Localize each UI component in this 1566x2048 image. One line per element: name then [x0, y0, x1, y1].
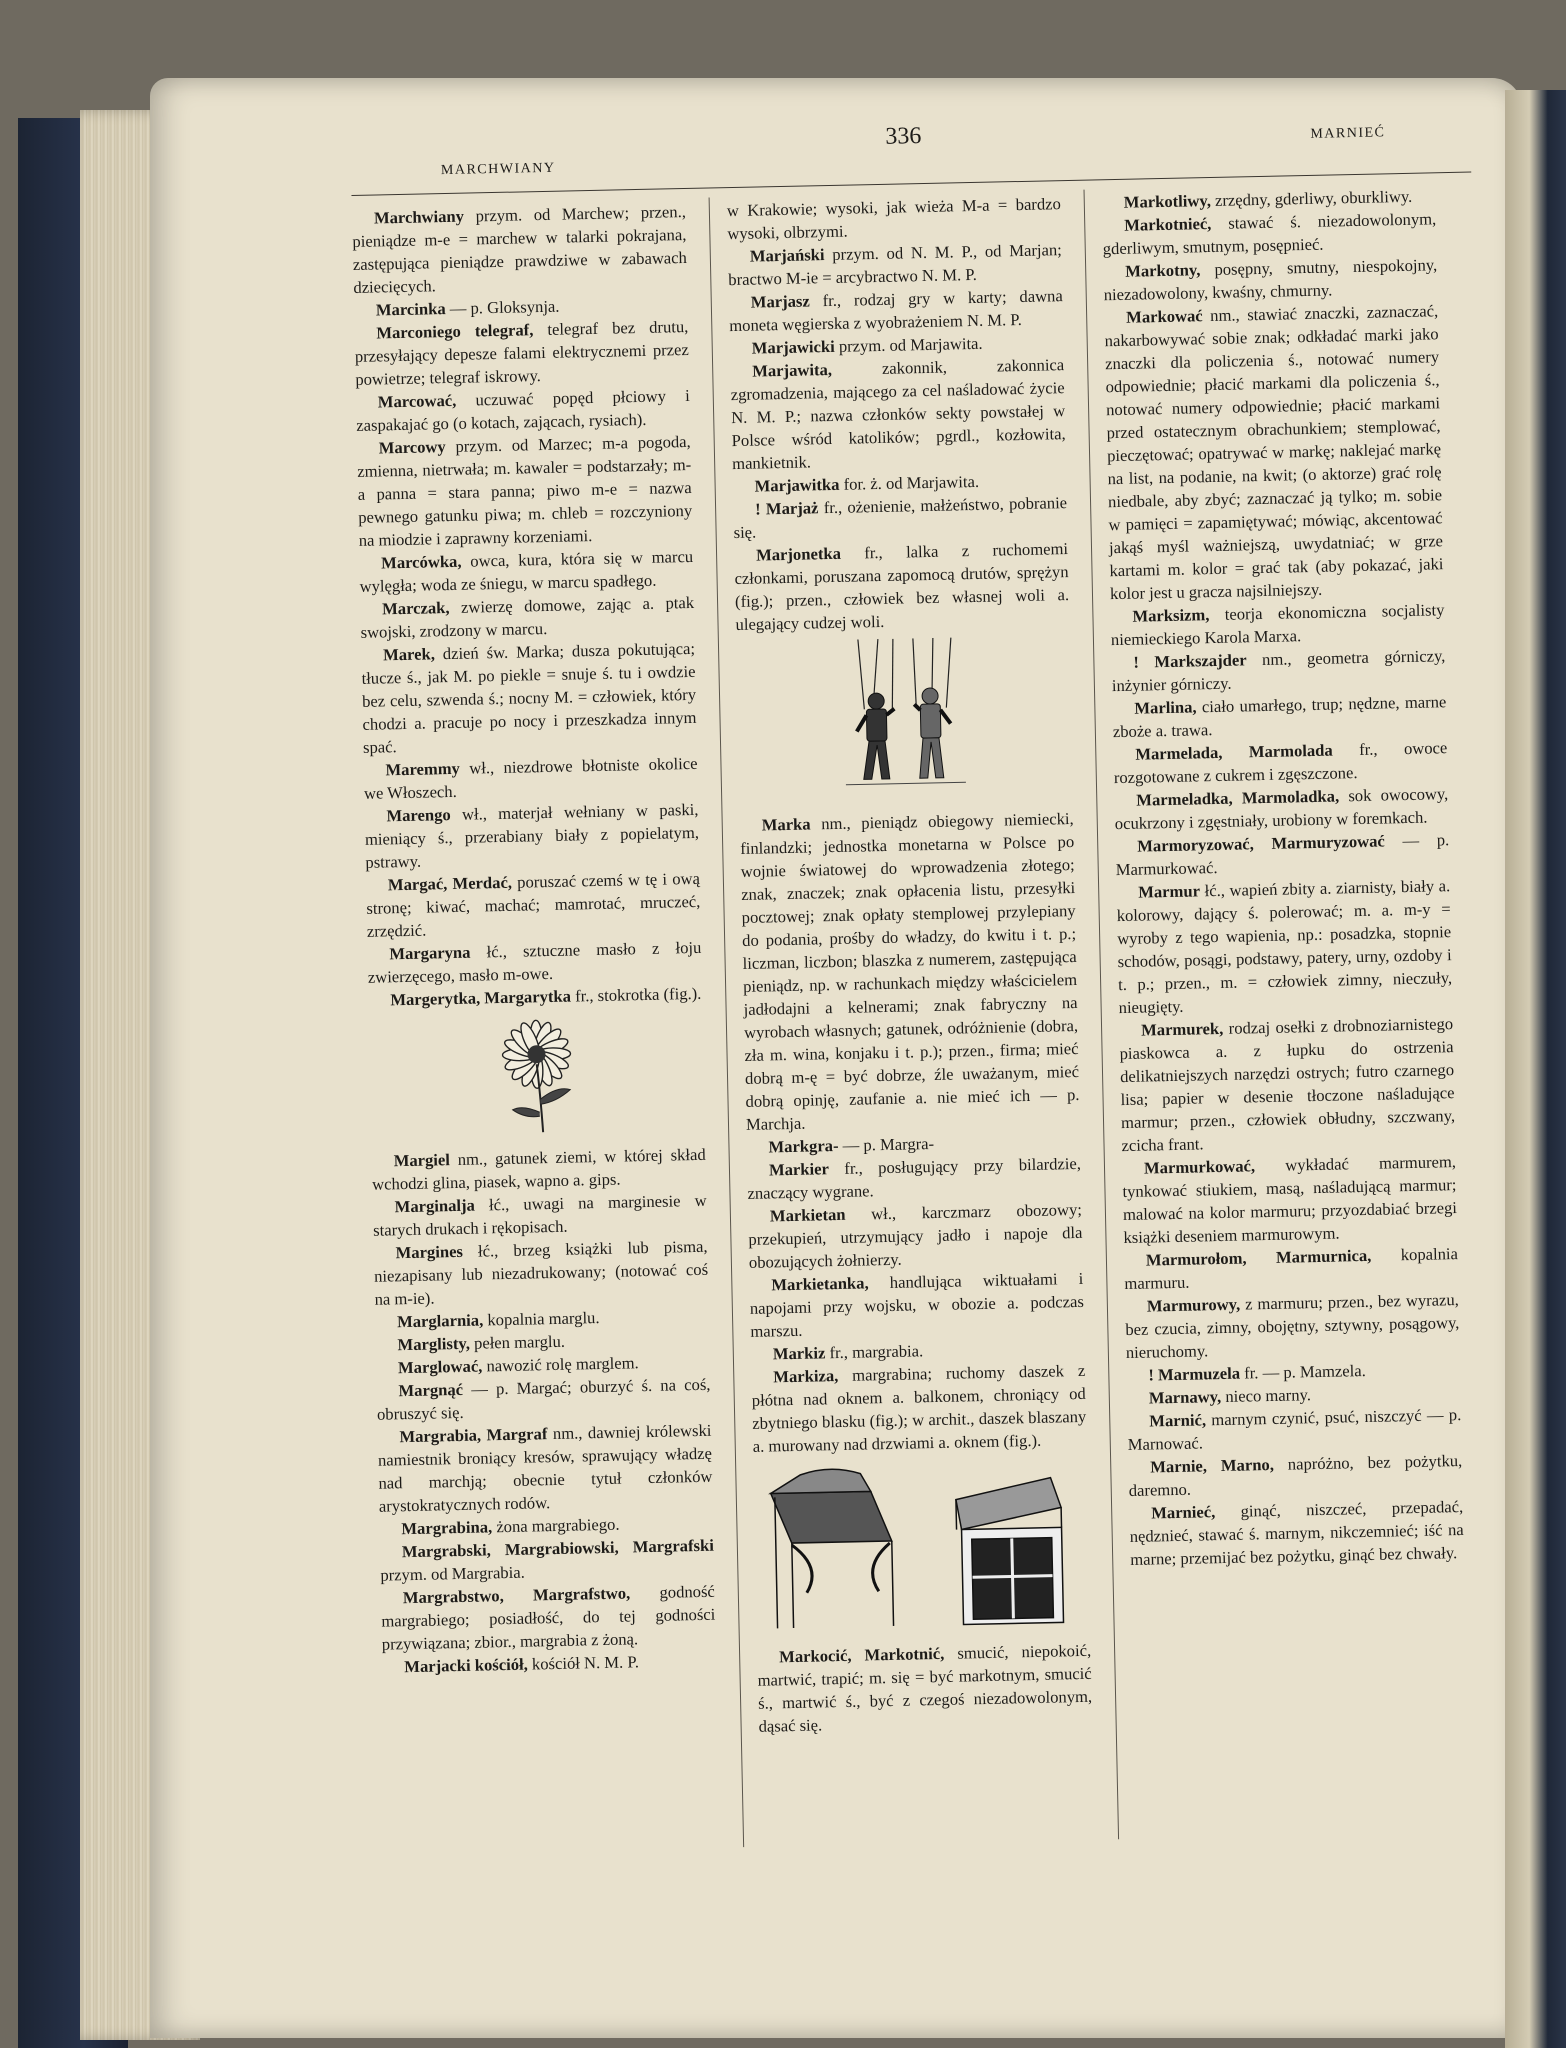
dictionary-entry [748, 1198, 1083, 1274]
entry-definition: przym. od Margrabia. [380, 1562, 525, 1585]
entry-headword: Marginalja [394, 1195, 476, 1217]
dictionary-entry [1122, 1150, 1458, 1249]
entry-definition: fr., posługujący przy bilardzie, znaczący wygrane. [747, 1153, 1082, 1203]
entry-headword: Marka [761, 814, 811, 835]
entry-headword: ! Marmuzela [1148, 1363, 1241, 1385]
dictionary-entry [1115, 828, 1450, 881]
entry-definition: zwierzę domowe, zając a. ptak swojski, zrodzony w marcu. [360, 592, 695, 642]
dictionary-entry [1113, 736, 1448, 789]
entry-definition: nieco marny. [1220, 1385, 1312, 1407]
dictionary-entry [381, 1580, 716, 1656]
dictionary-entry [1127, 1403, 1462, 1456]
entry-headword: Markietan [769, 1204, 846, 1226]
entry-definition: nm., pieniądz obiegowy niemiecki, finlandzki; jednostka monetarna w Polsce po wojnie światowej do wprowadzenia złotego; znak, znaczek; znak opłacenia listu, przesyłki pocztowej; znak opłaty stemplowej przylepiany do podania, prośby do władzy, do kwitu i t. p.; liczman, liczbon; blaszka z numerem, zastępująca pieniądz, np. w rachunkach między właścicielem jadłodajni a kelnerami; znak fabryczny na wyrobach własnych; gatunek, odróżnienie (dobra, zła m. wina, konjaku i t. p.); przen., firma; mieć dobrą m-ę = być dobrze, źle uważanym, mieć dobrą opinję, zaufanie a. nie mieć ich — p. Marchja. [740, 808, 1080, 1134]
entry-headword: Margrabski, Margrabiowski, Margrafski [401, 1535, 715, 1562]
entry-definition: — p. Gloksynja. [445, 296, 560, 319]
dictionary-entry [730, 353, 1066, 475]
entry-headword: Markotnieć, [1124, 213, 1212, 235]
dictionary-entry [751, 1359, 1087, 1458]
entry-headword: Margerytka, Margarytka [390, 986, 572, 1010]
dictionary-entry [1125, 1288, 1460, 1364]
entry-definition: smucić, niepokoić, martwić, trapić; m. się = być markotnym, smucić ś., martwić ś., być z czegoś niezadowolonym, dąsać się. [757, 1640, 1093, 1736]
dictionary-entry [1103, 253, 1438, 306]
entry-headword: ! Marjaż [754, 498, 819, 519]
entry-definition: zrzędny, gderliwy, oburkliwy. [1210, 186, 1413, 210]
entry-definition: marnym czynić, psuć, niszczyć — p. Marnować. [1127, 1405, 1462, 1454]
entry-definition: łć., brzeg książki lub pisma, niezapisany lub niezadrukowany; (notować coś na m-ie). [373, 1236, 709, 1309]
entry-definition: — p. Margra- [838, 1133, 935, 1155]
dictionary-entry [1116, 874, 1453, 1019]
entry-headword: Markietanka, [771, 1273, 869, 1295]
entry-headword: Marglarnia, [396, 1310, 484, 1332]
column-3 [1102, 184, 1465, 1571]
dictionary-entry [361, 637, 697, 759]
dictionary-entry [372, 1189, 707, 1242]
entry-headword: Marcować, [377, 390, 457, 412]
entry-definition: kopalnia marglu. [483, 1308, 600, 1330]
entry-headword: Markocić, Markotnić, [778, 1643, 945, 1667]
dictionary-entry [360, 591, 695, 644]
entry-definition: fr., margrabia. [825, 1341, 924, 1363]
dictionary-entry [352, 200, 688, 299]
entry-headword: Marmurek, [1140, 1018, 1224, 1040]
entry-definition: fr., rodzaj gry w karty; dawna moneta węgierska z wyobrażeniem N. M. P. [729, 286, 1063, 336]
entry-headword: Marnawy, [1148, 1387, 1222, 1408]
entry-headword: Marjasz [750, 291, 810, 312]
entry-definition: łć., uwagi na marginesie w starych drukach i rękopisach. [372, 1190, 707, 1240]
entry-headword: Marmurołom, Marmurnica, [1145, 1245, 1372, 1270]
illustration-awnings [753, 1457, 1091, 1640]
entry-headword: Marmelada, Marmolada [1135, 740, 1333, 764]
entry-definition: fr., owoce rozgotowane z cukrem i zgęszczone. [1113, 738, 1448, 788]
entry-definition: poruszać czemś w tę i ową stronę; kiwać, machać; mamrotać, mruczeć, zrzędzić. [366, 868, 701, 941]
entry-definition: nm., geometra górniczy, inżynier górniczy. [1111, 646, 1446, 696]
dictionary-entry [727, 192, 1062, 245]
dictionary-entry [728, 238, 1063, 291]
entry-headword: Marnieć, [1151, 1502, 1216, 1523]
entry-definition: rodzaj osełki z drobnoziarnistego piaskowca a. z łupku do ostrzenia delikatniejszych narzędzi ostrych; futro czarnego lisa; papier w desenie tłoczone naśladujące marmur; przen., człowiek obłudny, szczwany, zcicha frant. [1119, 1014, 1456, 1156]
entry-definition: przym. od N. M. P., od Marjan; bractwo M-ie = arcybractwo N. M. P. [728, 240, 1062, 290]
entry-headword: Marnić, [1149, 1410, 1207, 1431]
dictionary-entry [1110, 598, 1445, 651]
dictionary-entry [729, 284, 1064, 337]
dictionary-entry [747, 1152, 1082, 1205]
column-2 [727, 192, 1093, 1738]
dictionary-entry [359, 545, 694, 598]
running-head-right: MARNIEĆ [1310, 125, 1386, 142]
entry-headword: Margrabina, [401, 1517, 493, 1539]
entry-definition: przym. od Marchew; przen., pieniądze m-e = marchew w talarki pokrajana, zastępująca pieniądze prawdziwe w zabawach dziecięcych. [352, 201, 688, 297]
entry-headword: Markować [1125, 306, 1203, 327]
entry-definition: handlująca wiktuałami i napojami przy wojsku, w obozie a. podczas marszu. [749, 1268, 1084, 1341]
awning-illustration [760, 1457, 1083, 1634]
entry-headword: Maremmy [385, 758, 461, 780]
entry-headword: ! Markszajder [1133, 650, 1247, 672]
entry-definition: ginąć, niszczeć, przepadać, nędznieć, stawać ś. marnym, nikczemnieć; iść na marne; przemijać bez pożytku, ginąć bez chwały. [1129, 1496, 1464, 1569]
entry-definition: nm., stawiać znaczki, zaznaczać, nakarbowywać sobie znak; odkładać marki jako znaczki dla policzenia ś., notować numery odpowiednie; płacić markami dla policzenia ś., notować numery odpowiednie; płacić markami przed ostatecznym obrachunkiem; stemplować, pieczętować; opatrywać w markę; naklejać markę na list, na podanie, na kwit; (o aktorze) grać rolę niedbale, aby zbyć; zaznaczać ją tylko; m. sobie w pamięci = zapamiętywać; mówiąc, akcentować jakąś myśl ważniejszą, uwydatniać; w grze kartami m. kolor = grać tak (aby pokazać, jaki kolor jest u gracza najsilniejszy. [1104, 301, 1444, 604]
entry-headword: Markiza, [773, 1366, 839, 1387]
entry-definition: przym. od Marjawita. [834, 333, 983, 356]
entry-definition: z marmuru; przen., bez wyrazu, bez czucia, zimny, obojętny, sztywny, posągowy, nieruchomy. [1125, 1290, 1460, 1363]
dictionary-entry [733, 491, 1068, 544]
entry-headword: Marglować, [397, 1356, 483, 1378]
entry-definition: łć., sztuczne masło z łoju zwierzęcego, masło m-owe. [367, 937, 702, 987]
entry-headword: Margrabstwo, Margrafstwo, [402, 1583, 631, 1608]
dictionary-entry [376, 1373, 711, 1426]
entry-headword: Marglisty, [397, 1333, 471, 1355]
entry-headword: Marcinka [375, 299, 446, 320]
entry-headword: Markiz [772, 1343, 826, 1364]
entry-headword: Marchwiany [373, 206, 465, 228]
entry-headword: Marjonetka [755, 543, 842, 565]
entry-definition: stawać ś. niezadowolonym, gderliwym, smutnym, posępnieć. [1102, 209, 1437, 259]
dictionary-entry [1119, 1012, 1456, 1157]
marionette-illustration [833, 637, 976, 800]
dictionary-entry [1129, 1495, 1464, 1571]
entry-headword: Marlina, [1134, 697, 1197, 718]
dictionary-entry [371, 1143, 706, 1196]
dictionary-entry [740, 807, 1081, 1136]
entry-headword: Margines [395, 1241, 464, 1263]
entry-definition: sok owocowy, ocukrzony i zgęstniały, urobiony w foremkach. [1114, 784, 1449, 834]
entry-definition: w Krakowie; wysoki, jak wieża M-a = bardzo wysoki, olbrzymi. [726, 194, 1062, 244]
entry-headword: Marczak, [381, 598, 450, 619]
entry-headword: Marmur [1138, 881, 1201, 902]
dictionary-entry [749, 1267, 1084, 1343]
entry-definition: — p. Margać; oburzyć ś. na coś, obruszyć się. [376, 1374, 711, 1424]
entry-definition: fr. — p. Mamzela. [1239, 1361, 1367, 1383]
entry-headword: Marcówka, [380, 551, 462, 573]
dictionary-entry [367, 936, 702, 989]
entry-definition: fr., lalka z ruchomemi członkami, poruszana zapomocą drutów, sprężyn (fig.); przen., człowiek bez własnej woli a. ulegający cudzej woli. [734, 539, 1070, 635]
entry-headword: Margiel [393, 1150, 451, 1171]
entry-definition: teorja ekonomiczna socjalisty niemieckiego Karola Marxa. [1110, 600, 1445, 650]
entry-definition: godność margrabiego; posiadłość, do tej godności przywiązana; zbior., margrabia z żoną. [381, 1581, 716, 1654]
dictionary-entry [1112, 690, 1447, 743]
running-head-left: MARCHWIANY [440, 160, 556, 179]
entry-definition: telegraf bez drutu, przesyłający depesze falami elektrycznemi przez powietrze; telegraf iskrowy. [354, 316, 689, 389]
entry-definition: fr., stokrotka (fig.). [570, 983, 702, 1006]
entry-headword: Marjacki kościół, [404, 1654, 528, 1677]
entry-headword: Marjawitka [754, 474, 840, 496]
entry-headword: Margrabia, Margraf [399, 1424, 548, 1447]
entry-headword: Margaryna [389, 942, 471, 964]
entry-definition: nawozić rolę marglem. [482, 1353, 639, 1376]
entry-headword: Marconiego telegraf, [376, 320, 534, 343]
entry-headword: Marmoryzować, Marmuryzować [1137, 831, 1386, 856]
entry-definition: margrabina; ruchomy daszek z płótna nad oknem a. balkonem, chroniący od zbytniego blasku (fig.); w archit., daszek blaszany a. murowany nad drzwiami a. oknem (fig.). [751, 1360, 1087, 1456]
entry-definition: kopalnia marmuru. [1124, 1244, 1459, 1294]
entry-definition: wł., materjał wełniany w paski, mieniący ś., przerabiany biały z popielatym, pstrawy. [364, 799, 700, 872]
entry-definition: kościół N. M. P. [527, 1652, 640, 1674]
dictionary-entry [734, 537, 1070, 636]
next-page-edge [1505, 90, 1566, 2048]
dictionary-entry [356, 384, 691, 437]
page-number: 336 [885, 123, 922, 150]
entry-headword: Marjawita, [752, 359, 833, 381]
dictionary-entry [1102, 207, 1437, 260]
entry-definition: fr., ożenienie, małżeństwo, pobranie się. [733, 493, 1068, 543]
illustration-puppets [736, 635, 1073, 808]
page-text [350, 102, 1507, 1885]
entry-headword: Marmeladka, Marmoladka, [1136, 786, 1340, 810]
dictionary-entry [1111, 644, 1446, 697]
column-1 [352, 200, 717, 1679]
entry-headword: Marmurkować, [1143, 1156, 1256, 1178]
entry-definition: wł., niezdrowe błotniste okolice we Włoszech. [363, 753, 698, 803]
dictionary-entry [1128, 1449, 1463, 1502]
dictionary-entry [1124, 1242, 1459, 1295]
entry-headword: Markotliwy, [1123, 190, 1212, 212]
entry-definition: for. ż. od Marjawita. [839, 471, 980, 494]
entry-definition: wł., karczmarz obozowy; przekupień, utrzymujący jadło i napoje dla obozujących żołnierzy. [748, 1199, 1083, 1272]
entry-headword: Marmurowy, [1146, 1294, 1241, 1316]
illustration-daisy [369, 1011, 706, 1144]
dictionary-entry [364, 798, 699, 874]
entry-headword: Marcowy [378, 437, 446, 458]
daisy-illustration [481, 1013, 593, 1135]
entry-definition: dzień św. Marka; dusza pokutująca; tłucze ś., jak M. po piekle = snuje ś. tu i owdzie bez celu, szwenda ś.; nocny M. = człowiek, który chodzi a. pracuje po nocy i przeszkadza innym spać. [361, 638, 697, 757]
entry-definition: łć., wapień zbity a. ziarnisty, biały a. kolorowy, dający ś. polerować; m. a. m-y = wyroby z tego wapienia, np.: posadzka, stopnie schodów, posągi, podstawy, patery, urny, ozdoby i t. p.; przen., m. = człowiek zimny, nieczuły, nieugięty. [1116, 876, 1453, 1018]
entry-headword: Marnie, Marno, [1150, 1454, 1275, 1477]
dictionary-entry [354, 315, 689, 391]
entry-definition: owca, kura, która się w marcu wylęgła; woda ze śniegu, w marcu spadłego. [359, 546, 694, 596]
entry-headword: Marjański [749, 245, 825, 266]
entry-headword: Margnąć [398, 1379, 464, 1401]
entry-definition: nm., gatunek ziemi, w której skład wchodzi glina, piasek, wapno a. gips. [371, 1144, 706, 1194]
entry-headword: Marjawicki [751, 336, 835, 358]
entry-definition: posępny, smutny, niespokojny, niezadowolony, kwaśny, chmurny. [1103, 255, 1438, 305]
dictionary-entry [757, 1639, 1093, 1738]
entry-definition: ciało umarłego, trup; nędzne, marne zboże a. trawa. [1112, 692, 1447, 742]
dictionary-entry [363, 752, 698, 805]
dictionary-entry [377, 1419, 713, 1518]
entry-definition: — p. Marmurkować. [1115, 830, 1450, 880]
entry-headword: Marengo [386, 805, 451, 826]
entry-headword: Markgra- [768, 1135, 839, 1157]
dictionary-entry [380, 1534, 715, 1587]
entry-headword: Markotny, [1125, 260, 1201, 281]
entry-definition: przym. od Marzec; m-a pogoda, zmienna, nietrwała; m. kawaler = podstarzały; m-a panna = stara panna; piwo m-e = nazwa pewnego gatunku piwa; m. chleb = rozczyniony na miodzie i zaprawny korzeniami. [357, 431, 693, 550]
entry-headword: Marksizm, [1132, 605, 1210, 626]
entry-definition: wykładać marmurem, tynkować stiukiem, masą, naśladującą marmur; malować na kolor marmuru; przyozdabiać brzegi książki deseniem marmurowym. [1122, 1152, 1458, 1248]
entry-definition: nm., dawniej królewski namiestnik broniący kresów, sprawujący władzę nad marchją; obecnie tytuł członków arystokratycznych rodów. [377, 1420, 713, 1516]
entry-definition: zakonnik, zakonnica zgromadzenia, mającego za cel naśladować życie N. M. P.; nazwa członków sekty powstałej w Polsce wśród katolików; pgrdl., kozłowita, mankietnik. [730, 355, 1066, 474]
entry-headword: Markier [768, 1159, 830, 1180]
entry-definition: pełen marglu. [469, 1331, 566, 1353]
dictionary-entry [357, 430, 693, 552]
dictionary-entry [373, 1235, 708, 1311]
entry-headword: Marek, [382, 644, 436, 665]
dictionary-entry [1114, 782, 1449, 835]
entry-definition: żona margrabiego. [491, 1514, 620, 1537]
entry-definition: napróżno, bez pożytku, daremno. [1128, 1451, 1463, 1500]
entry-definition: uczuwać popęd płciowy i zaspakajać go (o kotach, zającach, rysiach). [356, 385, 690, 435]
entry-headword: Margać, Merdać, [387, 872, 513, 895]
dictionary-entry [366, 867, 701, 943]
dictionary-entry [1104, 299, 1444, 605]
